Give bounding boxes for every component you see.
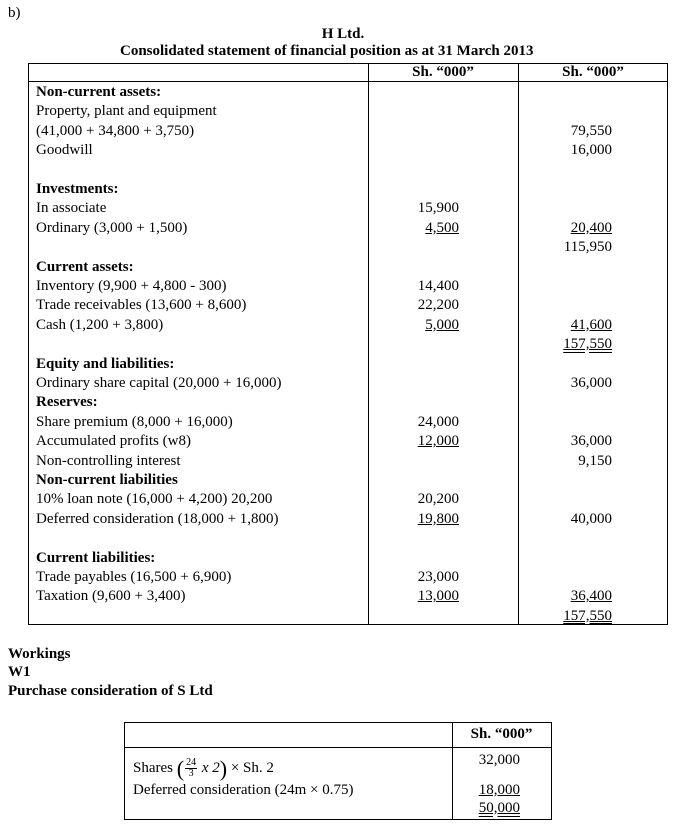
part-label: b) bbox=[8, 5, 21, 21]
row-label: Equity and liabilities: bbox=[36, 355, 175, 372]
row-label: Taxation (9,600 + 3,400) bbox=[36, 588, 186, 605]
row-label: Goodwill bbox=[36, 142, 93, 159]
row-label: Cash (1,200 + 3,800) bbox=[36, 316, 164, 333]
row-value-col1: 4,500 bbox=[425, 219, 459, 236]
company-name: H Ltd. bbox=[321, 26, 365, 42]
statement-title: Consolidated statement of financial position as at 31 March 2013 bbox=[120, 43, 534, 59]
workings-col-header: Sh. “000” bbox=[470, 726, 533, 742]
col-header-1: Sh. “000” bbox=[412, 64, 474, 80]
row-value-col1: 20,200 bbox=[417, 491, 459, 508]
row-value-col1: 19,800 bbox=[417, 510, 459, 527]
row-value-col1: 22,200 bbox=[417, 297, 459, 314]
row-label: Non-current liabilities bbox=[36, 472, 178, 488]
row-label: (41,000 + 34,800 + 3,750) bbox=[36, 122, 195, 139]
workings-subtitle: Purchase consideration of S Ltd bbox=[8, 683, 213, 699]
row-label: Trade payables (16,500 + 6,900) bbox=[36, 569, 232, 585]
row-label: Deferred consideration (18,000 + 1,800) bbox=[36, 510, 279, 527]
row-value-col1: 13,000 bbox=[417, 588, 459, 605]
row-value-col1: 14,400 bbox=[417, 278, 459, 294]
row-value-col2: 20,400 bbox=[570, 219, 612, 236]
shares-row-label: Shares ( $\frac{24}{3}$ x 2) × Sh. 2 bbox=[133, 756, 274, 782]
row-label: Share premium (8,000 + 16,000) bbox=[36, 413, 233, 430]
shares-fraction: $\frac{24}{3}$ bbox=[186, 757, 197, 780]
row-value-col2: 157,550 bbox=[563, 336, 612, 353]
row-label: In associate bbox=[36, 200, 107, 217]
row-value-col2: 40,000 bbox=[570, 510, 612, 527]
row-value-col1: 23,000 bbox=[417, 569, 459, 585]
workings-w1: W1 bbox=[8, 664, 31, 680]
row-value-col2: 36,000 bbox=[570, 433, 612, 450]
row-value-col2: 41,600 bbox=[570, 316, 612, 333]
row-value-col2: 9,150 bbox=[578, 452, 612, 469]
row-label: Trade receivables (13,600 + 8,600) bbox=[36, 297, 247, 314]
row-value-col2: 36,000 bbox=[570, 375, 612, 391]
row-value-col1: 24,000 bbox=[417, 413, 459, 430]
row-label: Non-controlling interest bbox=[36, 452, 181, 469]
row-value-col2: 157,550 bbox=[563, 607, 612, 624]
row-label: Investments: bbox=[36, 181, 119, 197]
row-label: Ordinary share capital (20,000 + 16,000) bbox=[36, 375, 282, 391]
row-label: Inventory (9,900 + 4,800 - 300) bbox=[36, 278, 227, 294]
workings-total-value: 50,000 bbox=[478, 800, 520, 816]
row-value-col2: 79,550 bbox=[570, 122, 612, 139]
row-label: Current liabilities: bbox=[36, 549, 156, 566]
row-label: 10% loan note (16,000 + 4,200) 20,200 bbox=[36, 491, 273, 508]
row-label: Accumulated profits (w8) bbox=[36, 433, 191, 450]
row-label: Non-current assets: bbox=[36, 84, 162, 100]
row-value-col2: 115,950 bbox=[563, 239, 612, 256]
row-value-col2: 36,400 bbox=[570, 588, 612, 605]
row-value-col2: 16,000 bbox=[570, 142, 612, 159]
row-value-col1: 12,000 bbox=[417, 433, 459, 450]
deferred-value: 18,000 bbox=[478, 782, 520, 798]
row-label: Current assets: bbox=[36, 258, 134, 275]
row-value-col1: 5,000 bbox=[425, 316, 459, 333]
deferred-label: Deferred consideration (24m × 0.75) bbox=[133, 782, 354, 798]
row-label: Property, plant and equipment bbox=[36, 103, 217, 120]
col-header-2: Sh. “000” bbox=[562, 64, 624, 80]
row-label: Reserves: bbox=[36, 394, 98, 411]
shares-value: 32,000 bbox=[478, 752, 520, 768]
row-label: Ordinary (3,000 + 1,500) bbox=[36, 219, 188, 236]
workings-heading: Workings bbox=[8, 646, 71, 662]
row-value-col1: 15,900 bbox=[417, 200, 459, 217]
